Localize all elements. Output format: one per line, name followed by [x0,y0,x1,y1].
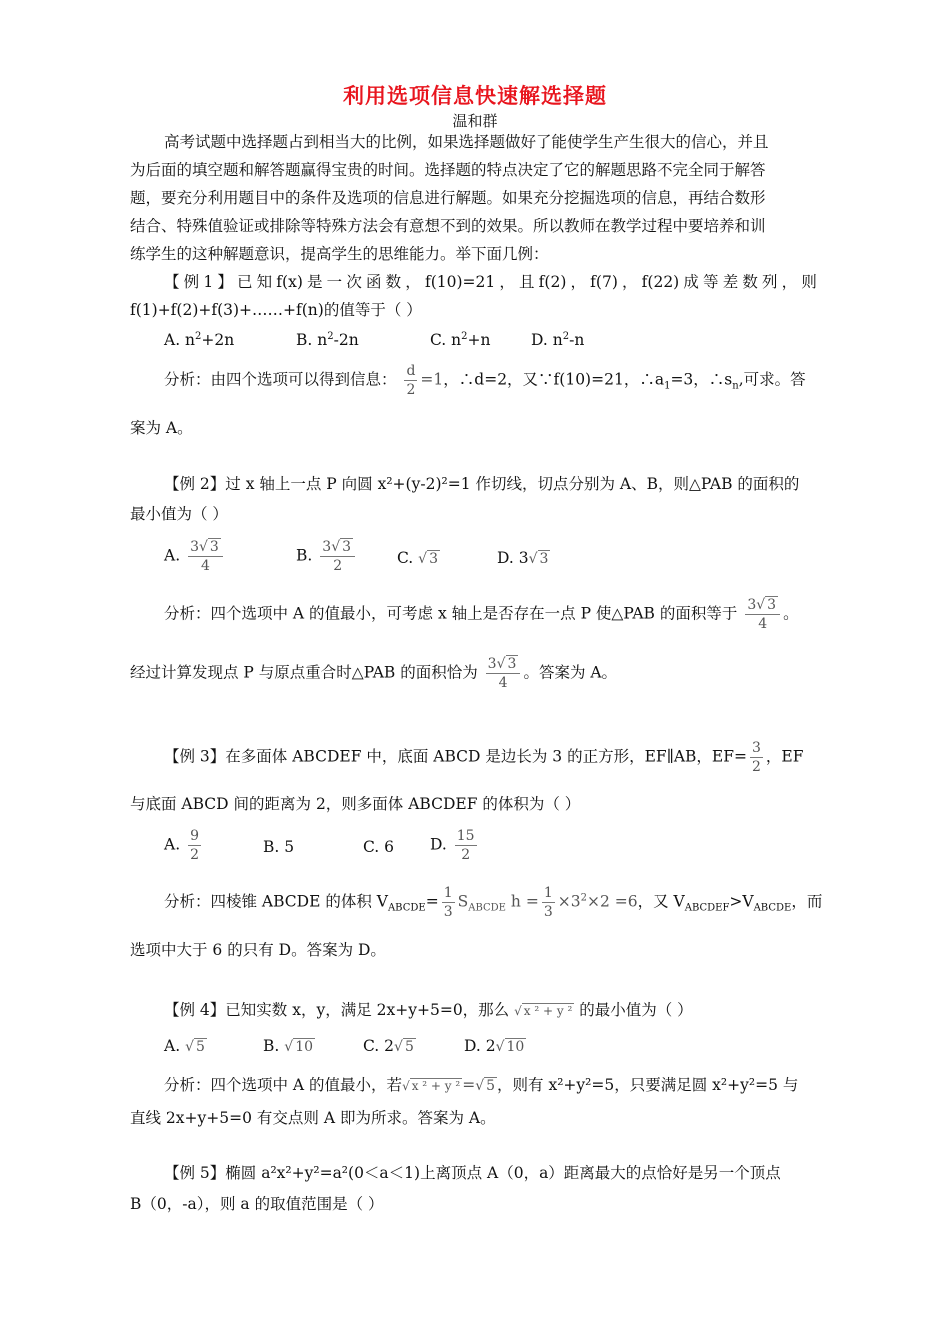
intro-line: 练学生的这种解题意识，提高学生的思维能力。举下面几例： [130,245,549,263]
option-a: A. $\frac{3√ 3}{4}$ [164,538,226,575]
example-2-analysis: 分析：四个选项中 A 的值最小，可考虑 x 轴上是否存在一点 P 使△PAB 的面积等于 $\frac{3√ 3}{4}$ 。 [164,597,799,632]
example-1-question-cont: f(1)+f(2)+f(3)+……+f(n)的值等于（ ） [130,301,422,319]
example-4-question: 【例 4】已知实数 x，y，满足 2x+y+5=0，那么 √ x ² + y ² 的最小值为（ ） [164,1001,693,1019]
question-token: 已 [236,273,253,291]
example-5-question: 【例 5】椭圆 a²x²+y²=a²(0＜a＜1)上离顶点 A（0，a）距离最大的点恰好是另一个顶点 [164,1164,781,1182]
intro-line: 为后面的填空题和解答题赢得宝贵的时间。选择题的特点决定了它的解题思路不完全同于解答 [130,161,766,179]
question-token: 例 [183,273,200,291]
author-name: 温和群 [452,112,498,130]
question-token: 知 [256,273,273,291]
question-token: 是 [307,273,323,291]
question-token: ， [499,273,515,291]
option-b: B. 5 [263,838,295,856]
example-1-analysis-cont: 案为 A。 [130,419,193,437]
example-2-analysis-cont: 经过计算发现点 P 与原点重合时△PAB 的面积恰为 $\frac{3√ 3}{4}$ 。答案为 A。 [130,656,618,691]
question-token: 1 [203,273,214,291]
option-d: D. $n^2-n$ [531,330,585,349]
example-1-question [164,272,817,292]
example-3-question-cont: 与底面 ABCD 间的距离为 2，则多面体 ABCDEF 的体积为（ ） [130,795,581,813]
example-1-analysis: 分析：由四个选项可以得到信息： $\frac{d}{2}$ =1，∴d=2，又∵f(10)=21，$\therefore a_1=3$，$\therefore s_n$,可求。答 [164,363,806,398]
question-token: 次 [346,273,362,291]
intro-line: 结合、特殊值验证或排除等特殊方法会有意想不到的效果。所以教师在教学过程中要培养和训 [130,217,766,235]
option-a: A. √ 5 [164,1037,205,1055]
question-token: 】 [217,273,233,291]
example-4-analysis: 分析：四个选项中 A 的值最小，若√ x ² + y ² =√ 5 ，则有 x²+y²=5，只要满足圆 x²+y²=5 与 [164,1076,799,1094]
question-token: 且 [519,273,535,291]
example-4-analysis-cont: 直线 2x+y+5=0 有交点则 A 即为所求。答案为 A。 [130,1109,496,1127]
question-token: 数 [385,273,402,291]
question-token: 则 [801,273,817,291]
question-token: 成 [683,273,699,291]
question-token: 一 [326,273,343,291]
intro-line: 高考试题中选择题占到相当大的比例，如果选择题做好了能使学生产生很大的信心，并且 [164,133,769,151]
question-token: 数 [742,273,758,291]
example-2-question-cont: 最小值为（ ） [130,505,228,523]
example-3-analysis-cont: 选项中大于 6 的只有 D。答案为 D。 [130,941,386,959]
question-token: f(10)=21 [424,273,496,291]
question-token: ， [405,273,421,291]
question-token: f(7) [590,273,618,291]
fraction: $\frac{d}{2}$ [406,363,416,398]
option-c: C. √ 3 [397,549,439,567]
option-c: C. $n^2+n$ [430,330,491,349]
option-d: D. $\frac{15}{2}$ [430,828,475,863]
example-2-question: 【例 2】过 x 轴上一点 P 向圆 x²+(y-2)²=1 作切线，切点分别为 A、B，则△PAB 的面积的 [164,475,800,493]
example-5-question-cont: B（0，-a），则 a 的取值范围是（ ） [130,1195,384,1213]
question-token: ， [781,273,798,291]
option-c: C. 6 [363,838,395,856]
example-3-question: 【例 3】在多面体 ABCDEF 中，底面 ABCD 是边长为 3 的正方形，EF∥AB，EF= $\frac{3}{2}$ ，EF [164,740,804,775]
question-token: 【 [164,273,180,291]
question-token: ， [570,273,587,291]
option-d: D. 2√ 10 [464,1037,525,1055]
option-a: A. $\frac{9}{2}$ [164,828,199,863]
option-b: B. $\frac{3√ 3}{2}$ [296,538,358,575]
question-token: f(x) [276,273,303,291]
option-b: B. √ 10 [263,1037,314,1055]
question-token: 差 [722,273,739,291]
question-token: 列 [762,273,778,291]
question-token: ， [622,273,638,291]
option-d: D. 3√ 3 [497,549,549,567]
question-token: f(22) [641,273,680,291]
option-b: B. $n^2-2n$ [296,330,359,349]
question-token: f(2) [538,273,567,291]
document-title: 利用选项信息快速解选择题 [343,84,607,108]
option-a: A. $n^2+2n$ [164,330,235,349]
example-3-analysis: 分析：四棱锥 ABCDE 的体积 $V_{ABCDE}=$ $\frac{1}{3}$ $S_{ABCDE}$ h = $\frac{1}{3}$ $\times 3^2\times 2 =6$，又 $V_{ABCDEF}>V_{ABCDE}$，而 [164,885,823,920]
question-token: 等 [703,273,719,291]
option-c: C. 2√ 5 [363,1037,414,1055]
question-token: 函 [365,273,382,291]
intro-line: 题，要充分利用题目中的条件及选项的信息进行解题。如果充分挖掘选项的信息，再结合数形 [130,189,766,207]
